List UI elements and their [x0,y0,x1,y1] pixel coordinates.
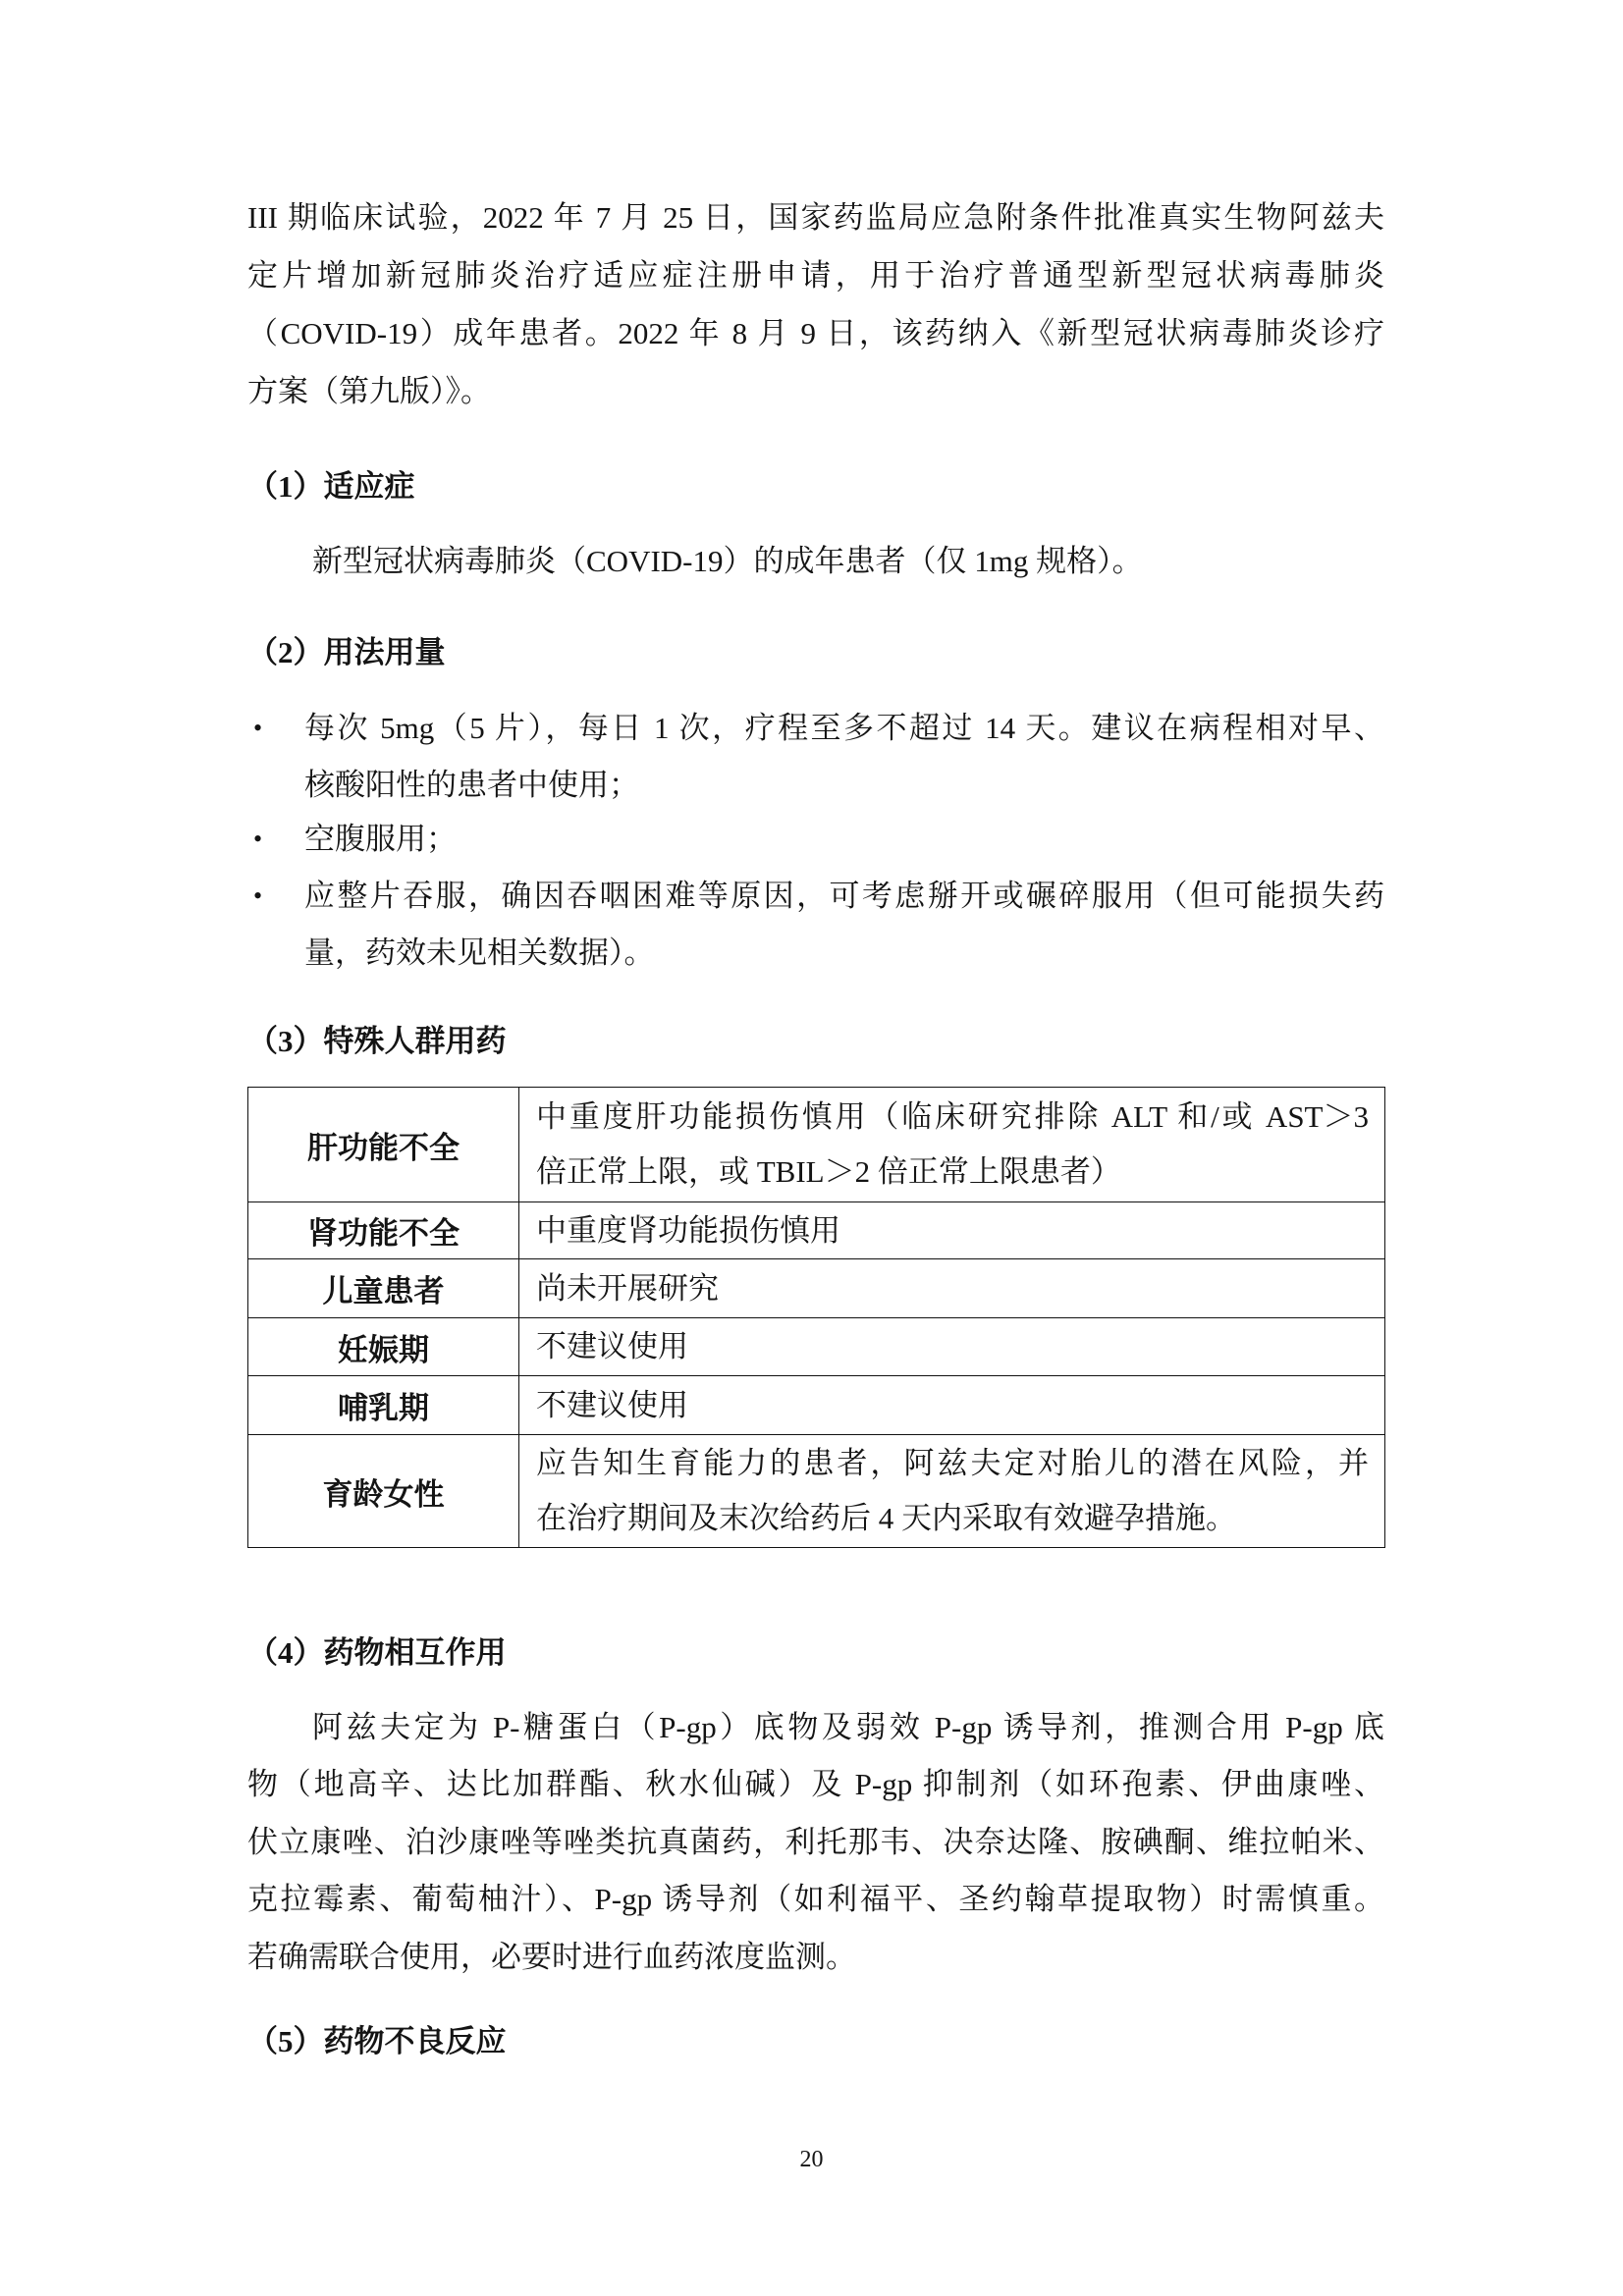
recommendation-line: 中重度肝功能损伤慎用（临床研究排除 ALT 和/或 AST＞3 [536,1099,1369,1134]
population-group-cell: 育龄女性 [248,1435,519,1548]
population-group-cell: 肝功能不全 [248,1088,519,1202]
indications-heading: （1）适应症 [247,469,415,504]
bullet-icon: • [253,881,263,910]
dosage-item-line: 每次 5mg（5 片），每日 1 次，疗程至多不超过 14 天。建议在病程相对早、 [304,711,1384,745]
dosage-item-line: 空腹服用； [304,822,457,856]
table-row [248,1259,1385,1318]
recommendation-line: 不建议使用 [536,1387,688,1422]
special-populations-heading: （3）特殊人群用药 [247,1024,507,1058]
recommendation-line: 不建议使用 [536,1329,688,1363]
page-number: 20 [799,2147,824,2172]
dosage-item-line: 量，药效未见相关数据）。 [304,935,655,970]
population-group-cell: 儿童患者 [248,1259,519,1318]
table-row [248,1435,1385,1548]
intro-line: III 期临床试验，2022 年 7 月 25 日，国家药监局应急附条件批准真实生物阿兹夫 [247,200,1384,235]
recommendation-line: 倍正常上限，或 TBIL＞2 倍正常上限患者） [536,1154,1121,1189]
special-populations-table [247,1087,1385,1548]
intro-line: 定片增加新冠肺炎治疗适应症注册申请，用于治疗普通型新型冠状病毒肺炎 [247,258,1384,293]
intro-line: （COVID-19）成年患者。2022 年 8 月 9 日，该药纳入《新型冠状病毒肺炎诊疗 [247,316,1384,350]
interactions-line: 阿兹夫定为 P-糖蛋白（P-gp）底物及弱效 P-gp 诱导剂，推测合用 P-gp 底 [312,1710,1384,1744]
adverse-reactions-heading: （5）药物不良反应 [247,2024,507,2058]
population-group-cell: 肾功能不全 [248,1202,519,1259]
interactions-line: 若确需联合使用，必要时进行血药浓度监测。 [247,1939,856,1974]
dosage-item-line: 应整片吞服，确因吞咽困难等原因，可考虑掰开或碾碎服用（但可能损失药 [304,879,1384,913]
recommendation-cell [519,1202,1385,1259]
indications-line: 新型冠状病毒肺炎（COVID-19）的成年患者（仅 1mg 规格）。 [312,544,1143,578]
recommendation-cell [519,1318,1385,1376]
intro-paragraph [247,188,1384,420]
recommendation-line: 应告知生育能力的患者，阿兹夫定对胎儿的潜在风险，并 [536,1446,1369,1480]
table-row [248,1202,1385,1259]
recommendation-cell [519,1088,1385,1202]
interactions-heading: （4）药物相互作用 [247,1635,507,1670]
population-group-cell: 哺乳期 [248,1376,519,1435]
recommendation-line: 中重度肾功能损伤慎用 [536,1212,840,1248]
intro-line: 方案（第九版）》。 [247,374,491,408]
dosage-item-line: 核酸阳性的患者中使用； [304,768,639,802]
interactions-paragraph [247,1699,1384,1986]
dosage-item-text [304,811,1384,868]
population-group-cell: 妊娠期 [248,1318,519,1376]
dosage-item-text [304,868,1384,982]
bullet-icon: • [253,825,263,853]
bullet-icon: • [253,714,263,742]
table-row [248,1088,1385,1202]
indications-text [312,532,1384,590]
recommendation-cell [519,1435,1385,1548]
interactions-line: 克拉霉素、葡萄柚汁）、P-gp 诱导剂（如利福平、圣约翰草提取物）时需慎重。 [247,1882,1384,1917]
dosage-heading: （2）用法用量 [247,635,446,669]
recommendation-line: 尚未开展研究 [536,1270,719,1306]
recommendation-line: 在治疗期间及末次给药后 4 天内采取有效避孕措施。 [536,1501,1236,1535]
interactions-line: 伏立康唑、泊沙康唑等唑类抗真菌药，利托那韦、决奈达隆、胺碘酮、维拉帕米、 [247,1824,1384,1859]
recommendation-cell [519,1376,1385,1435]
table-row [248,1376,1385,1435]
dosage-item-text [304,700,1384,814]
interactions-line: 物（地高辛、达比加群酯、秋水仙碱）及 P-gp 抑制剂（如环孢素、伊曲康唑、 [247,1767,1384,1802]
recommendation-cell [519,1259,1385,1318]
table-row [248,1318,1385,1376]
